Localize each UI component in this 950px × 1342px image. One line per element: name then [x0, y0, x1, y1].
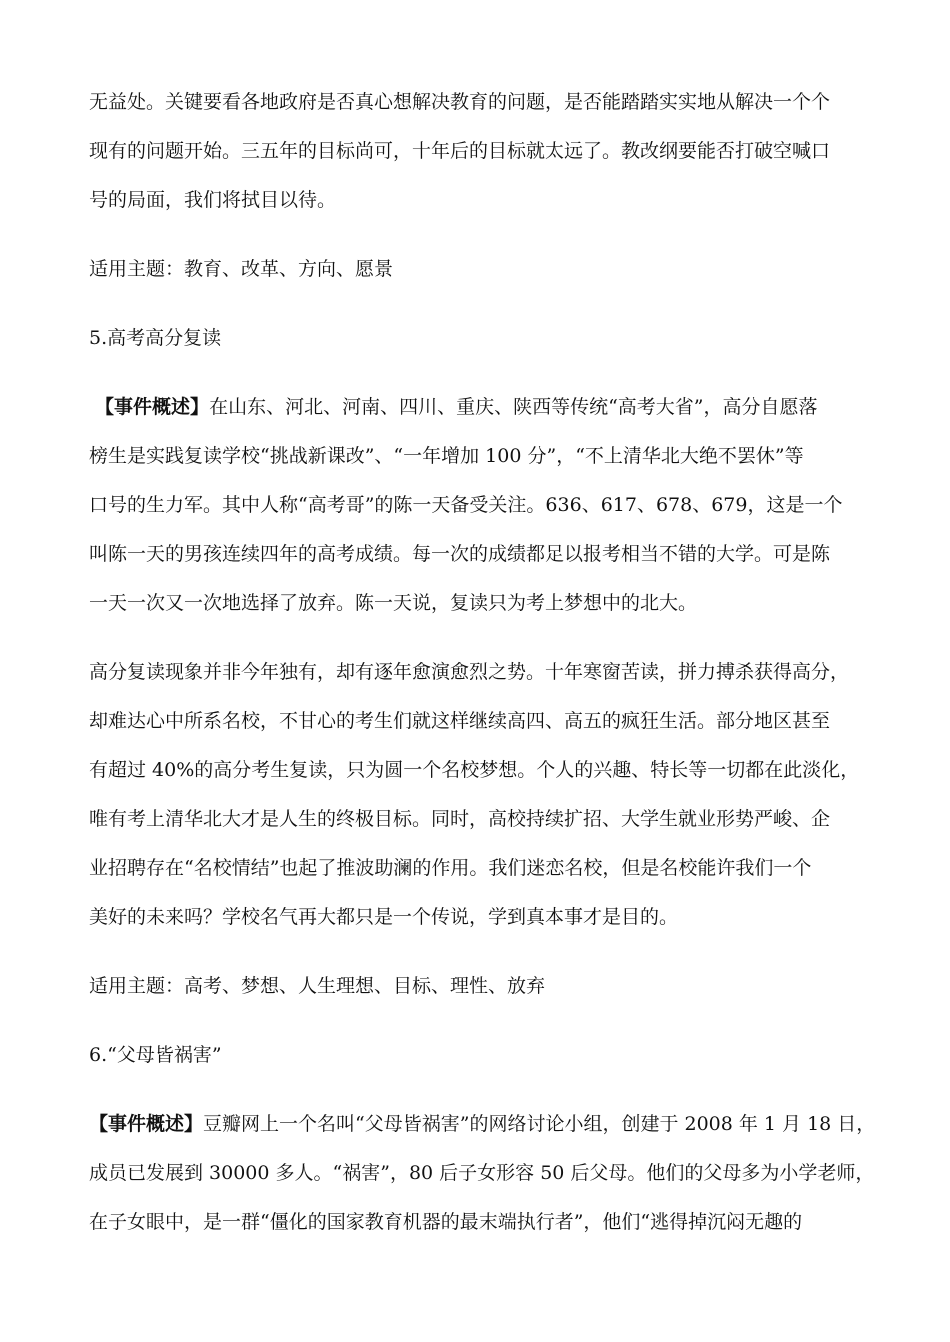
text-line: 业招聘存在“名校情结”也起了推波助澜的作用。我们迷恋名校，但是名校能许我们一个 — [89, 857, 812, 879]
applicable-themes-2: 适用主题：高考、梦想、人生理想、目标、理性、放弃 — [89, 975, 546, 997]
text-line: 叫陈一天的男孩连续四年的高考成绩。每一次的成绩都足以报考相当不错的大学。可是陈 — [89, 543, 831, 565]
paragraph-education-reform-conclusion — [89, 78, 871, 225]
paragraph-event-summary-5 — [89, 383, 871, 628]
text-line: 现有的问题开始。三五年的目标尚可，十年后的目标就太远了。教改纲要能否打破空喊口 — [89, 140, 831, 162]
text-line: 有超过 40%的高分考生复读，只为圆一个名校梦想。个人的兴趣、特长等一切都在此淡化， — [89, 759, 860, 781]
text-line: 号的局面，我们将拭目以待。 — [89, 189, 337, 211]
paragraph-event-summary-6 — [89, 1100, 876, 1247]
text-fragment: 在山东、河北、河南、四川、重庆、陕西等传统“高考大省”，高分自愿落 — [209, 396, 818, 418]
section-heading-5: 5.高考高分复读 — [89, 327, 222, 349]
text-line: 成员已发展到 30000 多人。“祸害”，80 后子女形容 50 后父母。他们的父母多为小学老师， — [89, 1162, 875, 1184]
text-line: 一天一次又一次地选择了放弃。陈一天说，复读只为考上梦想中的北大。 — [89, 592, 698, 614]
text-line — [89, 1100, 876, 1149]
text-line: 口号的生力军。其中人称“高考哥”的陈一天备受关注。636、617、678、679，这是一个 — [89, 494, 843, 516]
text-line: 榜生是实践复读学校“挑战新课改”、“一年增加 100 分”，“不上清华北大绝不罢休”等 — [89, 445, 804, 467]
text-fragment: 豆瓣网上一个名叫“父母皆祸害”的网络讨论小组，创建于 2008 年 1 月 18 日， — [203, 1113, 876, 1135]
event-summary-tag: 【事件概述】 — [89, 1113, 204, 1135]
text-line: 无益处。关键要看各地政府是否真心想解决教育的问题，是否能踏踏实实地从解决一个个 — [89, 91, 831, 113]
section-heading-6: 6.“父母皆祸害” — [89, 1044, 222, 1066]
text-line — [89, 383, 871, 432]
text-line: 美好的未来吗？学校名气再大都只是一个传说，学到真本事才是目的。 — [89, 906, 679, 928]
paragraph-repeat-exam-analysis — [89, 648, 871, 942]
document-page — [89, 78, 876, 1267]
text-line: 在子女眼中，是一群“僵化的国家教育机器的最末端执行者”，他们“逃得掉沉闷无趣的 — [89, 1211, 803, 1233]
applicable-themes-1: 适用主题：教育、改革、方向、愿景 — [89, 258, 394, 280]
text-line: 却难达心中所系名校，不甘心的考生们就这样继续高四、高五的疯狂生活。部分地区甚至 — [89, 710, 831, 732]
text-line: 唯有考上清华北大才是人生的终极目标。同时，高校持续扩招、大学生就业形势严峻、企 — [89, 808, 831, 830]
text-line: 高分复读现象并非今年独有，却有逐年愈演愈烈之势。十年寒窗苦读，拼力搏杀获得高分， — [89, 661, 850, 683]
event-summary-tag: 【事件概述】 — [95, 396, 210, 418]
